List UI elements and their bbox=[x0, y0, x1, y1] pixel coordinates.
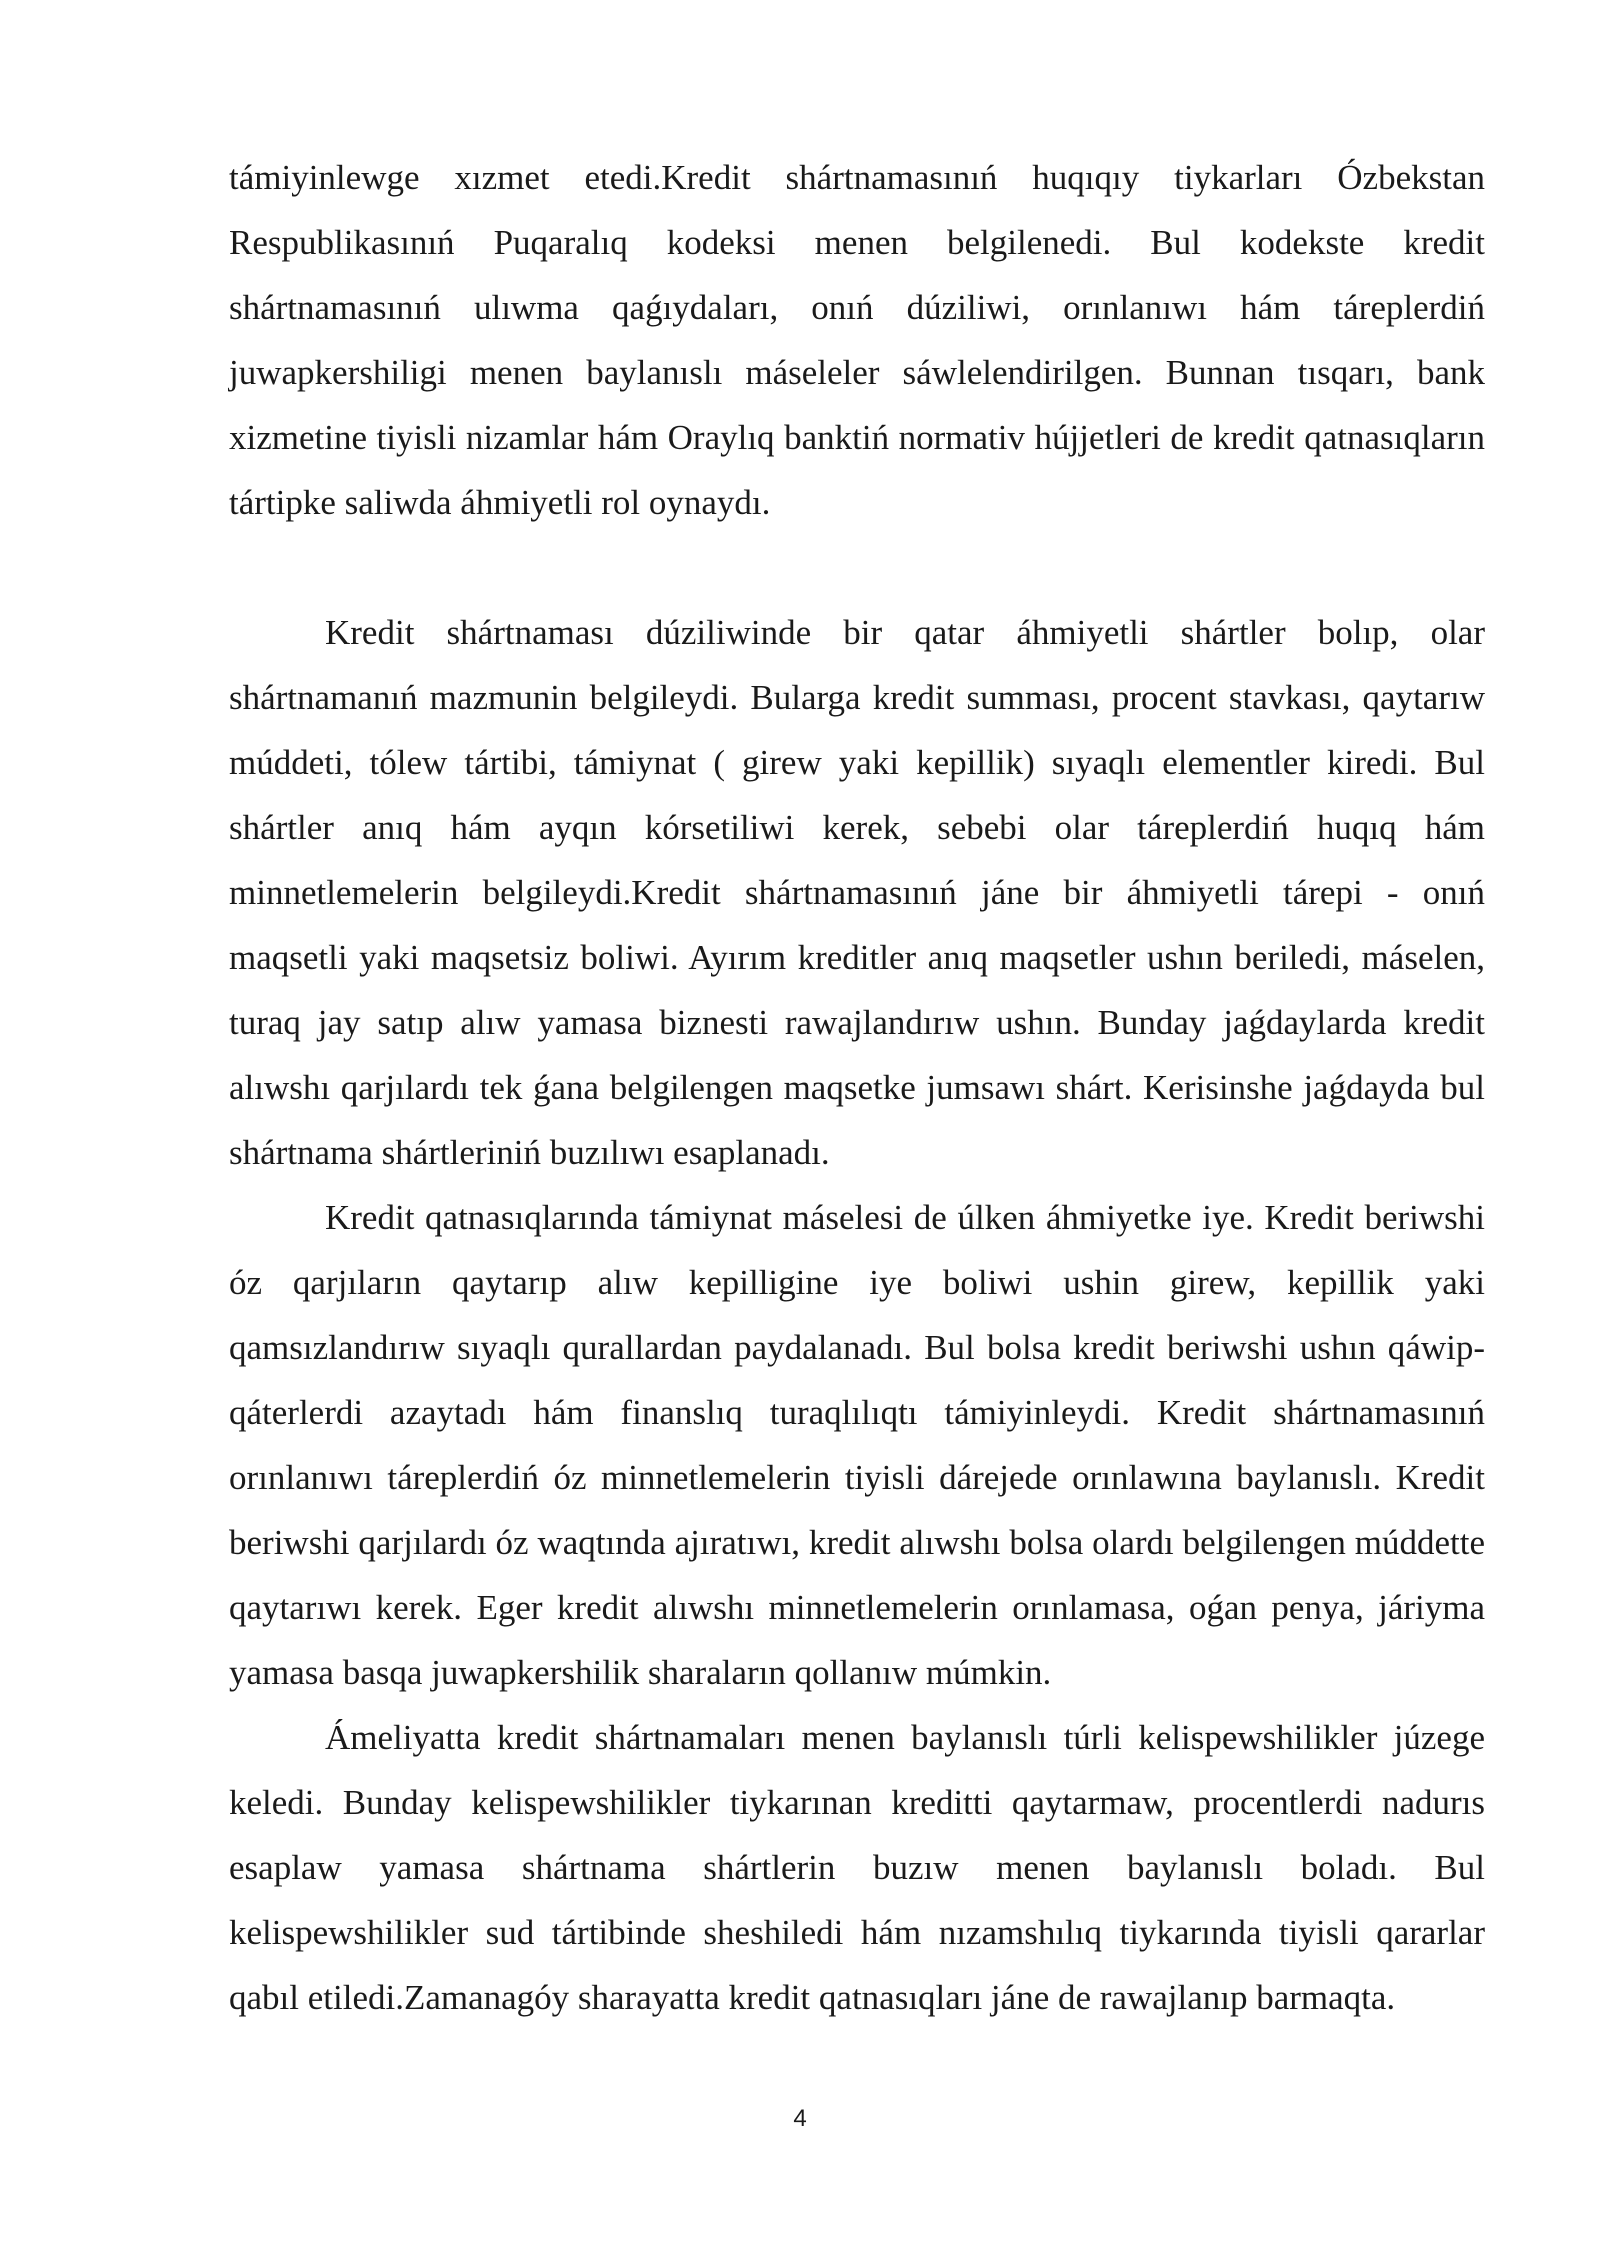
paragraph-1: támiyinlewge xızmet etedi.Kredit shártnamasınıń huqıqıy tiykarları Ózbekstan Respublikasınıń Puqaralıq kodeksi menen belgilenedi. Bul kodekste kredit shártnamasınıń ulıwma qaǵıydaları, onıń dúziliwi, orınlanıwı hám táreplerdiń juwapkershiligi menen baylanıslı máseleler sáwlelendirilgen. Bunnan tısqarı, bank xizmetine tiyisli nizamlar hám Oraylıq banktiń normativ hújjetleri de kredit qatnasıqların tártipke saliwda áhmiyetli rol oynaydı. bbox=[229, 158, 1485, 522]
body-text bbox=[229, 145, 1485, 2030]
page-number: 4 bbox=[793, 2105, 807, 2132]
paragraph-4: Ámeliyatta kredit shártnamaları menen baylanıslı túrli kelispewshilikler júzege keledi. Bunday kelispewshilikler tiykarınan kreditti qaytarmaw, procentlerdi nadurıs esaplaw yamasa shártnama shártlerin buzıw menen baylanıslı boladı. Bul kelispewshilikler sud tártibinde sheshiledi hám nızamshılıq tiykarında tiyisli qararlar qabıl etiledi.Zamanagóy sharayatta kredit qatnasıqları jáne de rawajlanıp barmaqta. bbox=[229, 1718, 1485, 2017]
paragraph-3: Kredit qatnasıqlarında támiynat máselesi de úlken áhmiyetke iye. Kredit beriwshi óz qarjıların qaytarıp alıw kepilligine iye boliwi ushin girew, kepillik yaki qamsızlandırıw sıyaqlı qurallardan paydalanadı. Bul bolsa kredit beriwshi ushın qáwip-qáterlerdi azaytadı hám finanslıq turaqlılıqtı támiyinleydi. Kredit shártnamasınıń orınlanıwı táreplerdiń óz minnetlemelerin tiyisli dárejede orınlawına baylanıslı. Kredit beriwshi qarjılardı óz waqtında ajıratıwı, kredit alıwshı bolsa olardı belgilengen múddette qaytarıwı kerek. Eger kredit alıwshı minnetlemelerin orınlamasa, oǵan penya, járiyma yamasa basqa juwapkershilik sharaların qollanıw múmkin. bbox=[229, 1198, 1485, 1692]
paragraph-2: Kredit shártnaması dúziliwinde bir qatar áhmiyetli shártler bolıp, olar shártnamanıń mazmunin belgileydi. Bularga kredit summası, procent stavkası, qaytarıw múddeti, tólew tártibi, támiynat ( girew yaki kepillik) sıyaqlı elementler kiredi. Bul shártler anıq hám ayqın kórsetiliwi kerek, sebebi olar táreplerdiń huqıq hám minnetlemelerin belgileydi.Kredit shártnamasınıń jáne bir áhmiyetli tárepi - onıń maqsetli yaki maqsetsiz boliwi. Ayırım kreditler anıq maqsetler ushın beriledi, máselen, turaq jay satıp alıw yamasa biznesti rawajlandırıw ushın. Bunday jaǵdaylarda kredit alıwshı qarjılardı tek ǵana belgilengen maqsetke jumsawı shárt. Kerisinshe jaǵdayda bul shártnama shártleriniń buzılıwı esaplanadı. bbox=[229, 613, 1485, 1172]
